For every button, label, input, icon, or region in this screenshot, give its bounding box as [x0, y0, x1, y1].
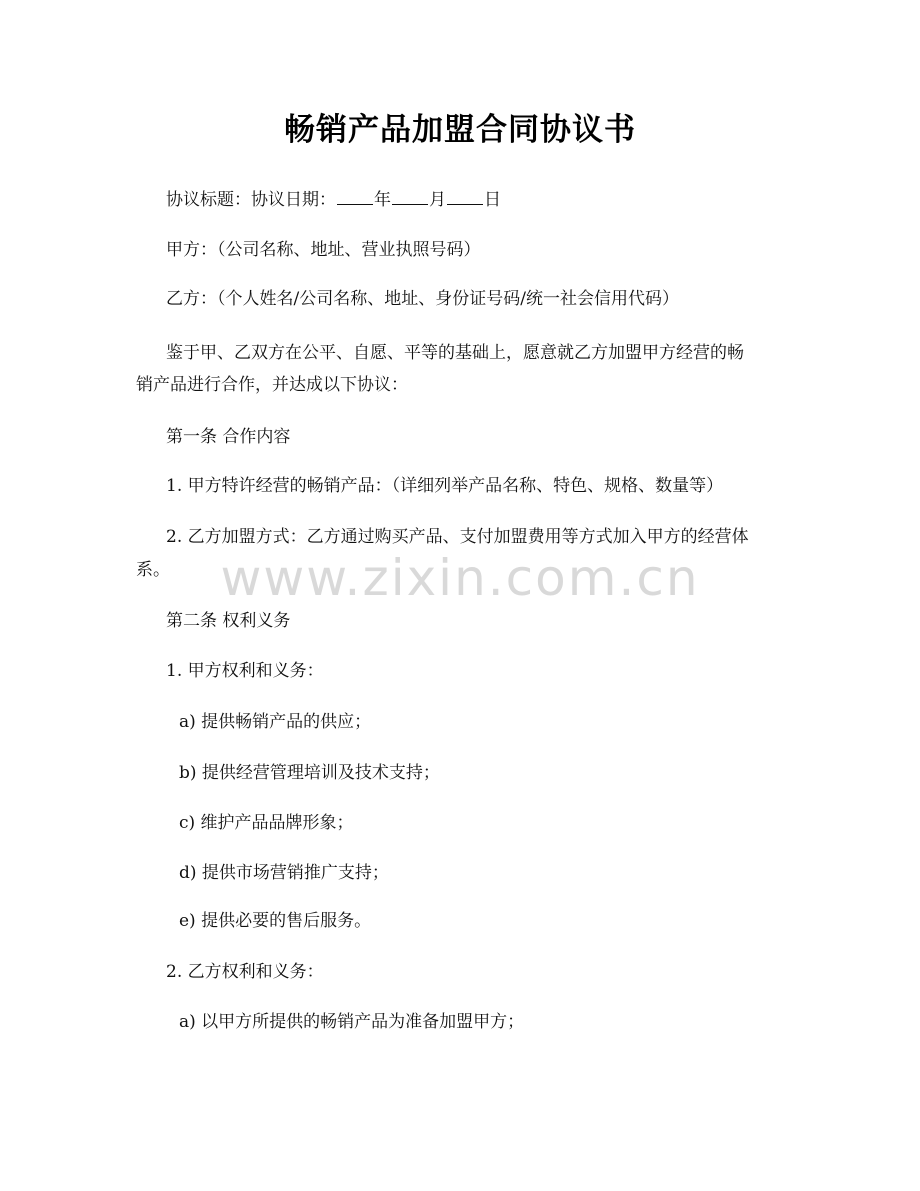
party-a-item-a: a) 提供畅销产品的供应；	[179, 712, 372, 732]
preamble-line-2: 销产品进行合作，并达成以下协议：	[136, 375, 408, 395]
party-b-rights-heading: 2. 乙方权利和义务：	[166, 962, 324, 982]
party-a-item-c: c) 维护产品品牌形象；	[179, 813, 354, 833]
day-blank	[447, 186, 483, 205]
day-label: 日	[484, 190, 501, 210]
article-1-item-2-line-2: 系。	[136, 560, 170, 580]
article-1-item-1: 1. 甲方特许经营的畅销产品：（详细列举产品名称、特色、规格、数量等）	[166, 476, 724, 496]
agreement-date-line	[166, 185, 501, 215]
article-1-heading: 第一条 合作内容	[166, 427, 291, 447]
watermark: www.zixin.com.cn	[220, 549, 700, 607]
month-blank	[392, 186, 428, 205]
preamble-line-1: 鉴于甲、乙双方在公平、自愿、平等的基础上，愿意就乙方加盟甲方经营的畅	[166, 343, 744, 363]
year-blank	[337, 186, 373, 205]
party-a-item-b: b) 提供经营管理培训及技术支持；	[179, 763, 440, 783]
party-b-line: 乙方：（个人姓名/公司名称、地址、身份证号码/统一社会信用代码）	[166, 289, 679, 309]
party-a-line: 甲方：（公司名称、地址、营业执照号码）	[166, 240, 481, 260]
year-label: 年	[374, 190, 391, 210]
article-2-heading: 第二条 权利义务	[166, 611, 291, 631]
party-b-item-a: a) 以甲方所提供的畅销产品为准备加盟甲方；	[179, 1012, 525, 1032]
article-1-item-2-line-1: 2. 乙方加盟方式：乙方通过购买产品、支付加盟费用等方式加入甲方的经营体	[166, 527, 749, 547]
month-label: 月	[429, 190, 446, 210]
party-a-item-e: e) 提供必要的售后服务。	[179, 911, 372, 931]
party-a-item-d: d) 提供市场营销推广支持；	[179, 863, 389, 883]
document-title: 畅销产品加盟合同协议书	[284, 112, 636, 148]
agreement-date-label: 协议标题：协议日期：	[166, 190, 336, 210]
party-a-rights-heading: 1. 甲方权利和义务：	[166, 661, 324, 681]
